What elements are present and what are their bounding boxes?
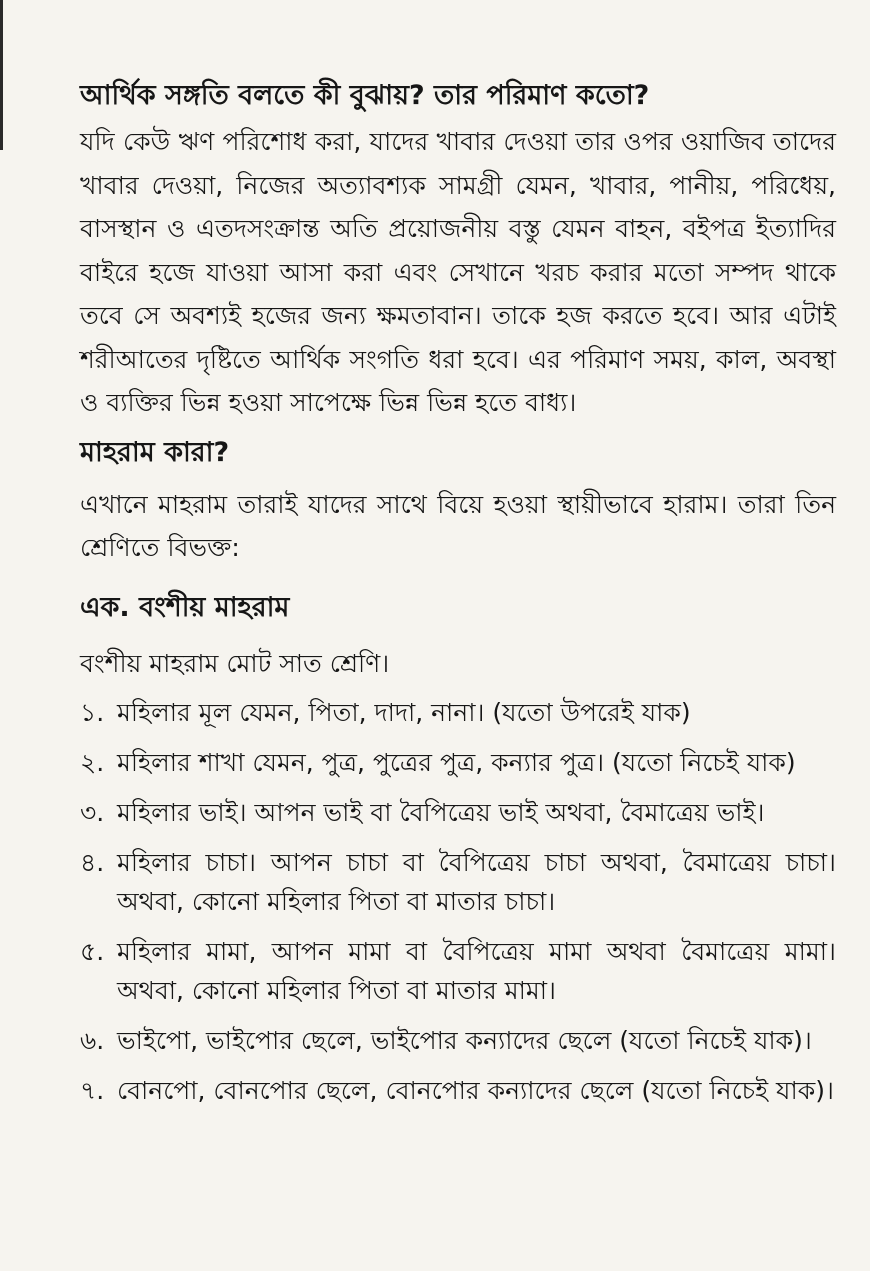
- list-item-number: ৩.: [80, 798, 105, 827]
- list-item: [80, 743, 836, 782]
- list-item-number: ৪.: [80, 848, 105, 877]
- paragraph-mahram-definition: এখানে মাহরাম তারাই যাদের সাথে বিয়ে হওয়া স্থায়ীভাবে হারাম। তারা তিন শ্রেণিতে বিভক্ত:: [80, 489, 836, 562]
- list-item-number: ১.: [80, 698, 105, 727]
- list-item-text: মহিলার ভাই। আপন ভাই বা বৈপিত্রেয় ভাই অথবা, বৈমাত্রেয় ভাই।: [117, 798, 765, 827]
- list-item-text: বোনপো, বোনপোর ছেলে, বোনপোর কন্যাদের ছেলে (যতো নিচেই যাক)।: [117, 1076, 834, 1105]
- document-page: [80, 76, 836, 1121]
- list-item: [80, 1071, 836, 1110]
- list-item-number: ৫.: [80, 937, 105, 966]
- heading-lineage-mahram: এক. বংশীয় মাহরাম: [80, 591, 290, 623]
- list-item: [80, 793, 836, 832]
- list-item-text: মহিলার চাচা। আপন চাচা বা বৈপিত্রেয় চাচা অথবা, বৈমাত্রেয় চাচা। অথবা, কোনো মহিলার পিতা বা মাতার চাচা।: [117, 848, 836, 916]
- page-edge-shadow: [0, 0, 3, 150]
- list-item: [80, 1021, 836, 1060]
- list-item: [80, 843, 836, 921]
- heading-who-are-mahram: মাহরাম কারা?: [80, 436, 230, 468]
- heading-financial-ability: আর্থিক সঙ্গতি বলতে কী বুঝায়? তার পরিমাণ কতো?: [80, 80, 650, 111]
- list-item-number: ৬.: [80, 1026, 105, 1055]
- list-item: [80, 693, 836, 732]
- list-item-text: ভাইপো, ভাইপোর ছেলে, ভাইপোর কন্যাদের ছেলে (যতো নিচেই যাক)।: [117, 1026, 812, 1055]
- paragraph-financial-ability: যদি কেউ ঋণ পরিশোধ করা, যাদের খাবার দেওয়া তার ওপর ওয়াজিব তাদের খাবার দেওয়া, নিজের অত্যাবশ্যক সামগ্রী যেমন, খাবার, পানীয়, পরিধেয়, বাসস্থান ও এতদসংক্রান্ত অতি প্রয়োজনীয় বস্তু যেমন বাহন, বইপত্র ইত্যাদির বাইরে হজে যাওয়া আসা করা এবং সেখানে খরচ করার মতো সম্পদ থাকে তবে সে অবশ্যই হজের জন্য ক্ষমতাবান। তাকে হজ করতে হবে। আর এটাই শরীআতের দৃষ্টিতে আর্থিক সংগতি ধরা হবে। এর পরিমাণ সময়, কাল, অবস্থা ও ব্যক্তির ভিন্ন হওয়া সাপেক্ষে ভিন্ন ভিন্ন হতে বাধ্য।: [80, 127, 836, 417]
- list-item-number: ২.: [80, 748, 105, 777]
- paragraph-lineage-mahram-count: বংশীয় মাহরাম মোট সাত শ্রেণি।: [80, 648, 390, 678]
- list-item-text: মহিলার মূল যেমন, পিতা, দাদা, নানা। (যতো উপরেই যাক): [117, 698, 691, 727]
- list-item: [80, 932, 836, 1010]
- list-item-text: মহিলার মামা, আপন মামা বা বৈপিত্রেয় মামা অথবা বৈমাত্রেয় মামা। অথবা, কোনো মহিলার পিতা বা মাতার মামা।: [117, 937, 836, 1005]
- lineage-mahram-list: [80, 693, 836, 1110]
- list-item-text: মহিলার শাখা যেমন, পুত্র, পুত্রের পুত্র, কন্যার পুত্র। (যতো নিচেই যাক): [117, 748, 796, 777]
- list-item-number: ৭.: [80, 1076, 105, 1105]
